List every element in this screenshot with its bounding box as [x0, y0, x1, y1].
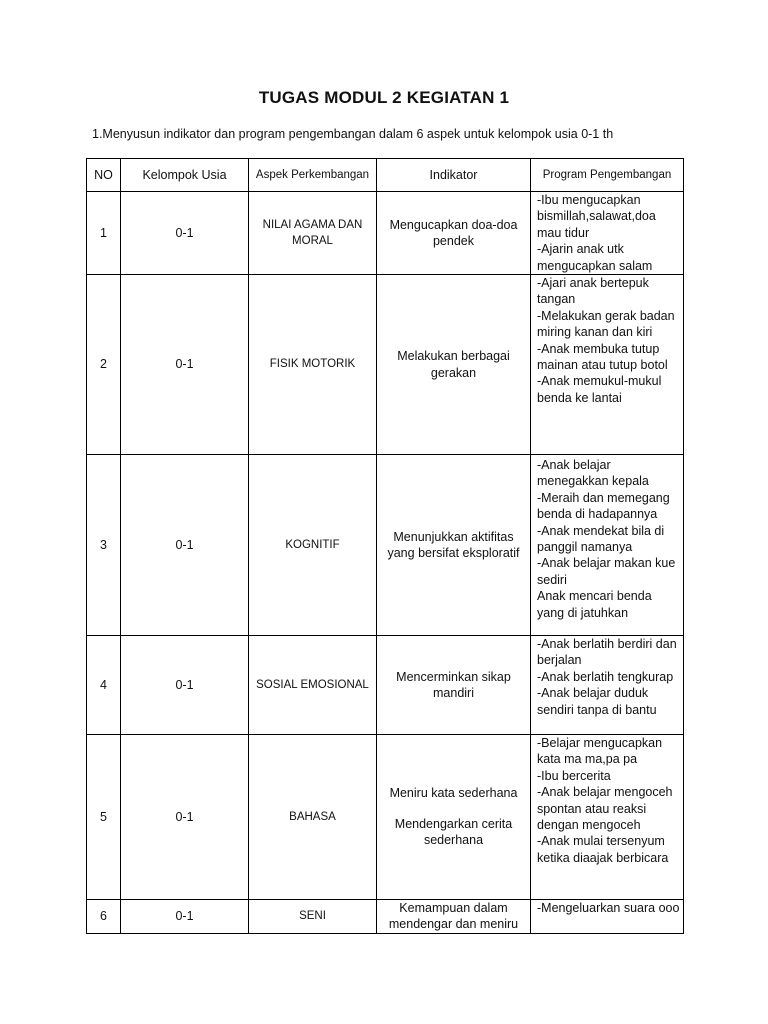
program-line: -Anak membuka tutup mainan atau tutup botol — [537, 341, 668, 373]
cell-program — [531, 735, 684, 900]
cell-usia: 0-1 — [121, 735, 249, 900]
cell-indikator — [377, 275, 531, 455]
indikator-line: Melakukan berbagai gerakan — [397, 349, 510, 380]
header-program: Program Pengembangan — [531, 159, 684, 192]
line-gap — [380, 802, 527, 816]
program-line: -Belajar mengucapkan kata ma ma,pa pa — [537, 736, 663, 767]
cell-indikator — [377, 455, 531, 636]
table-row — [87, 735, 684, 900]
table-row — [87, 192, 684, 275]
cell-no: 6 — [87, 900, 121, 934]
program-line: -Anak berlatih tengkurap — [537, 669, 674, 684]
cell-no: 3 — [87, 455, 121, 636]
indikator-line: Mengucapkan doa-doa pendek — [389, 217, 518, 249]
table-row — [87, 900, 684, 934]
cell-program — [531, 636, 684, 735]
table-row — [87, 455, 684, 636]
program-line: -Mengeluarkan suara ooo — [537, 901, 680, 916]
cell-program — [531, 900, 684, 934]
cell-indikator — [377, 636, 531, 735]
header-no: NO — [87, 159, 121, 192]
header-usia: Kelompok Usia — [121, 159, 249, 192]
program-line: -Anak mulai tersenyum ketika diaajak berbicara — [537, 834, 669, 865]
program-line: -Anak memukul-mukul benda ke lantai — [537, 374, 662, 405]
program-line: Anak mencari benda yang di jatuhkan — [537, 589, 652, 620]
indikator-line: Meniru kata sederhana — [389, 786, 518, 801]
program-line: -Melakukan gerak badan miring kanan dan kiri — [537, 308, 675, 340]
header-row — [87, 159, 684, 192]
cell-aspek: FISIK MOTORIK — [249, 275, 377, 455]
cell-indikator — [377, 735, 531, 900]
program-line: -Anak berlatih berdiri dan berjalan — [537, 637, 677, 668]
cell-usia: 0-1 — [121, 636, 249, 735]
program-line: -Anak belajar makan kue sediri — [537, 556, 676, 587]
program-line: -Ibu bercerita — [537, 768, 611, 783]
program-line: -Ajari anak bertepuk tangan — [537, 276, 649, 307]
cell-no: 1 — [87, 192, 121, 275]
header-indikator: Indikator — [377, 159, 531, 192]
program-table — [86, 158, 684, 934]
document-title: TUGAS MODUL 2 KEGIATAN 1 — [258, 88, 510, 107]
cell-no: 4 — [87, 636, 121, 735]
cell-indikator — [377, 192, 531, 275]
cell-aspek: BAHASA — [249, 735, 377, 900]
program-line: -Anak mendekat bila di panggil namanya — [537, 523, 665, 555]
cell-usia: 0-1 — [121, 192, 249, 275]
table-row — [87, 275, 684, 455]
cell-aspek: SENI — [249, 900, 377, 934]
intro-text: 1.Menyusun indikator dan program pengembangan dalam 6 aspek untuk kelompok usia 0-1 th — [92, 127, 614, 141]
cell-usia: 0-1 — [121, 900, 249, 934]
cell-usia: 0-1 — [121, 275, 249, 455]
program-line: -Meraih dan memegang benda di hadapannya — [537, 490, 670, 522]
cell-aspek: SOSIAL EMOSIONAL — [249, 636, 377, 735]
program-line: -Anak belajar mengoceh spontan atau reaksi dengan mengoceh — [537, 785, 673, 833]
program-line: -Ajarin anak utk mengucapkan salam — [537, 242, 653, 273]
table-row — [87, 636, 684, 735]
program-line: -Anak belajar menegakkan kepala — [537, 458, 649, 489]
indikator-line: Kemampuan dalam mendengar dan meniru — [388, 901, 519, 932]
cell-indikator — [377, 900, 531, 934]
cell-no: 5 — [87, 735, 121, 900]
indikator-line: Mencerminkan sikap mandiri — [396, 669, 511, 701]
cell-program — [531, 192, 684, 275]
indikator-line: Mendengarkan cerita sederhana — [394, 816, 513, 848]
cell-aspek: NILAI AGAMA DAN MORAL — [249, 192, 377, 275]
cell-usia: 0-1 — [121, 455, 249, 636]
cell-no: 2 — [87, 275, 121, 455]
program-line: -Anak belajar duduk sendiri tanpa di bantu — [537, 686, 657, 717]
indikator-line: Menunjukkan aktifitas yang bersifat eksploratif — [387, 529, 520, 561]
program-line: -Ibu mengucapkan bismillah,salawat,doa mau tidur — [537, 193, 656, 240]
header-aspek: Aspek Perkembangan — [249, 159, 377, 192]
cell-program — [531, 455, 684, 636]
cell-aspek: KOGNITIF — [249, 455, 377, 636]
cell-program — [531, 275, 684, 455]
